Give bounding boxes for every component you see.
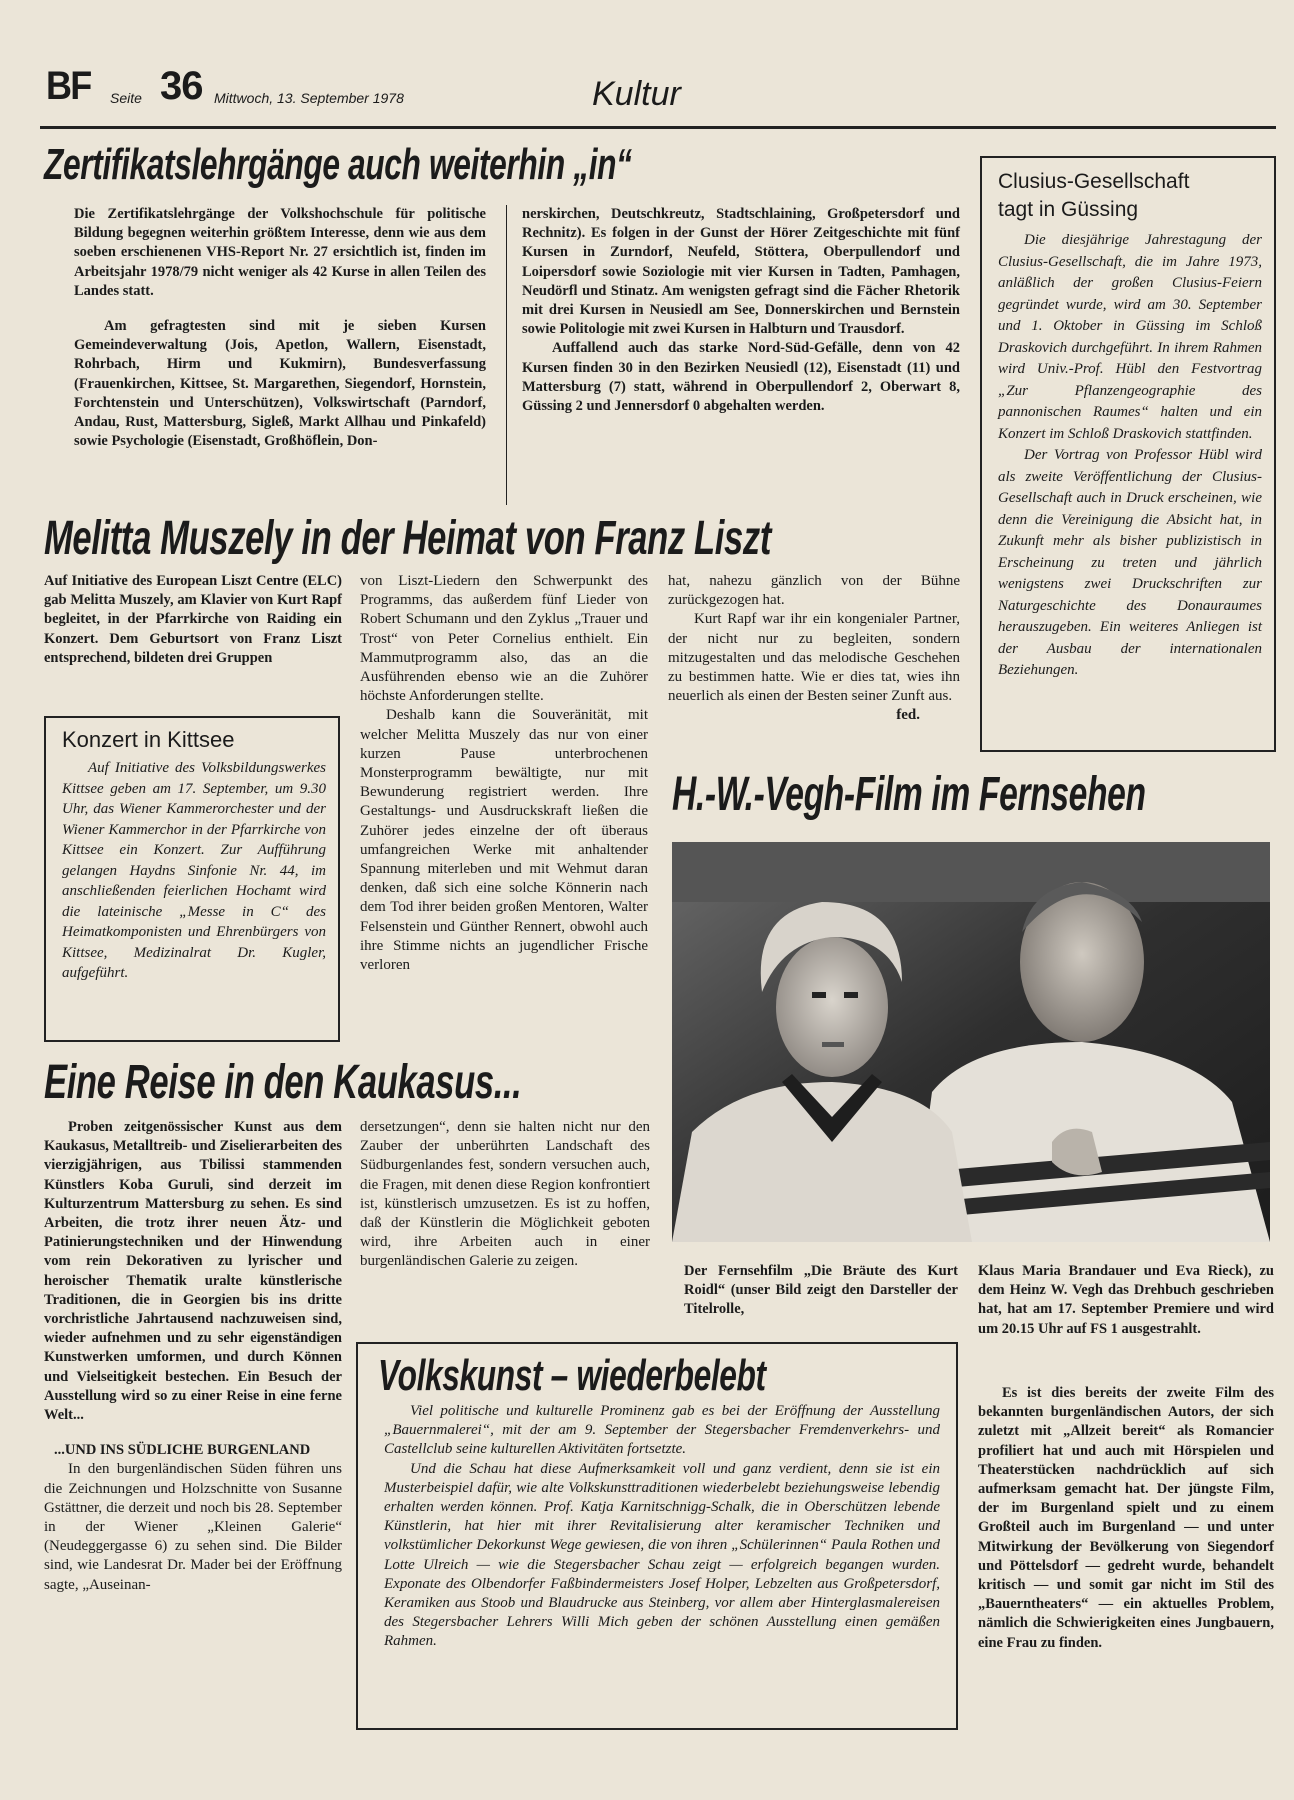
kittsee-body: Auf Initiative des Volksbildungswerkes Kittsee geben am 17. September, um 9.30 Uhr, das Wiener Kammerorchester und der Wiener Kammerchor in der Pfarrkirche von Kittsee ein Konzert. Zur Aufführung gelangen Haydns Sinfonie Nr. 44, im anschließenden feierlichen Hochamt wird die lateinische „Messe in C“ des Heimatkomponisten und Ehrenbürgers von Kittsee, Medizinalrat Dr. Kugler, aufgeführt. bbox=[62, 760, 326, 981]
headline-vegh: H.-W.-Vegh-Film im Fernsehen bbox=[672, 768, 1146, 821]
volkskunst-body: Und die Schau hat diese Aufmerksamkeit voll und ganz verdient, denn sie ist ein Musterbeispiel dafür, wie alte Volkskunsttraditionen wiederbelebt beziehungsweise lebendig erhalten werden können. Prof. Katja Karnitschnigg-Schalk, die in Oberschützen lebende Künstlerin, hat hier mit ihrer Revitalisierung alter keramischer Techniken und volkstümlicher Dekorkunst Wege gewiesen, die von ihren „Schülerinnen“ Paula Rothen und Lotte Ulreich — wie die Stegersbacher Schau zeigt — erfolgreich begangen wurden. Exponate des Olbendorfer Faßbindermeisters Josef Holper, Lebzelten aus Großpetersdorf, Keramiken aus Stoob und Blaudrucke aus Steinberg, vor allem aber Hinterglasmalereisen des Stegersbacher Lehrers Willi Mich geben der schönen Ausstellung einen gemäßen Rahmen. bbox=[384, 1460, 940, 1650]
article2-signature: fed. bbox=[896, 707, 920, 724]
volkskunst-box bbox=[356, 1342, 958, 1730]
article2-paragraph: Kurt Rapf war ihr ein kongenialer Partner, der nicht nur zu begleiten, sondern mitzugestalten und das melodische Geschehen zu bestimmen hatte. Wie er dies tat, wies ihn neuerlich als einen der Besten seiner Zunft aus. bbox=[668, 611, 960, 705]
headline-kaukasus: Eine Reise in den Kaukasus... bbox=[44, 1056, 522, 1109]
kittsee-box bbox=[44, 716, 340, 1042]
kittsee-title: Konzert in Kittsee bbox=[62, 727, 235, 752]
kaukasus-paragraph: Proben zeitgenössischer Kunst aus dem Kaukasus, Metalltreib- und Ziselierarbeiten des vierzigjährigen, aus Tbilissi stammenden Künstlers Koba Guruli, sind derzeit im Kulturzentrum Mattersburg zu sehen. Es sind Arbeiten, die trotz ihrer neuen Ätz- und Patinierungstechniken und der Hinwendung vom rein Dekorativen zu lyrischer und heroischer Thematik uralte künstlerische Traditionen, die in Georgien bis ins dritte vorchristliche Jahrtausend nachzuweisen sind, wieder aufnehmen und zu sehr eigenständigen Kunstwerken umformen, und durch Können und Vielseitigkeit bestechen. Ein Besuch der Ausstellung wird so zu einer Reise in eine ferne Welt... bbox=[44, 1119, 342, 1424]
photo-caption-left: Der Fernsehfilm „Die Bräute des Kurt Roidl“ (unser Bild zeigt den Darsteller der Titelrolle, bbox=[684, 1263, 958, 1318]
clusius-paragraph: Der Vortrag von Professor Hübl wird als zweite Veröffentlichung der Clusius-Gesellschaft auch in Druck erscheinen, wie denn die Vereinigung die Absicht hat, in Zukunft mehr als bisher publizistisch in Erscheinung zu treten und jährlich wenigstens zwei Druckschriften zur Naturgeschichte des Donauraumes herauszugeben. Ein weiteres Anliegen ist der Ausbau der internationalen Beziehungen. bbox=[998, 447, 1262, 678]
issue-date: Mittwoch, 13. September 1978 bbox=[214, 90, 404, 106]
article1-col1 bbox=[74, 205, 486, 451]
article2-col3 bbox=[668, 572, 960, 726]
article2-col1: Auf Initiative des European Liszt Centre (ELC) gab Melitta Muszely, am Klavier von Kurt Rapf begleitet, in der Pfarrkirche von Raiding ein Konzert. Dem Geburtsort von Franz Liszt entsprechend, bildeten drei Gruppen bbox=[44, 573, 342, 666]
film-still-photo bbox=[672, 842, 1270, 1242]
volkskunst-intro: Viel politische und kulturelle Prominenz gab es bei der Eröffnung der Ausstellung „Bauernmalerei“, mit der am 9. September der Stegersbacher Fremdenverkehrs- und Castellclub seine kulturellen Aktivitäten fortsetzte. bbox=[384, 1403, 940, 1458]
article1-paragraph: nerskirchen, Deutschkreutz, Stadtschlaining, Großpetersdorf und Rechnitz). Es folgen in der Gunst der Hörer Zeitgeschichte mit fünf Kursen in Zurndorf, Neufeld, Stöttera, Oberpullendorf und Loipersdorf sowie Soziologie mit vier Kursen in Tadten, Pamhagen, Neudörfl und Stinatz. Am wenigsten gefragt sind die Fächer Rhetorik mit drei Kursen in Neusiedl am See, Donnerskirchen und Bernstein sowie Politologie mit zwei Kursen in Halbturn und Trausdorf. bbox=[522, 206, 960, 338]
kaukasus-col2: dersetzungen“, denn sie halten nicht nur den Zauber der unberührten Landschaft des Südburgenlandes fest, sondern versuchen auch, die Fragen, mit denen diese Region konfrontiert ist, künstlerisch umzusetzen. Es ist zu hoffen, daß der Künstlerin die Möglichkeit geboten wird, ihre Arbeiten auch in einer burgenländischen Galerie zu zeigen. bbox=[360, 1119, 650, 1270]
article2-paragraph: von Liszt-Liedern den Schwerpunkt des Programms, das außerdem fünf Lieder von Robert Schumann und den Zyklus „Trauer und Trost“ von Peter Cornelius enthielt. Ein Mammutprogramm also, das an die Ausführenden ebenso wie an die Zuhörer höchste Anforderungen stellte. bbox=[360, 573, 648, 705]
article1-paragraph: Am gefragtesten sind mit je sieben Kursen Gemeindeverwaltung (Jois, Apetlon, Wallern, Eisenstadt, Rohrbach, Hirm und Kukmirn), Bundesverfassung (Frauenkirchen, Kittsee, St. Margarethen, Siegendorf, Hornstein, Forchtenstein und Unterschützen), Volkswirtschaft (Parndorf, Andau, Rust, Mattersburg, Sigleß, Markt Allhau und Pinkafeld) sowie Psychologie (Eisenstadt, Großhöflein, Don- bbox=[74, 318, 486, 450]
vegh-body: Es ist dies bereits der zweite Film des bekannten burgenländischen Autors, der sich zuletzt mit „Allzeit bereit“ als Romancier profiliert hat und auch mit Hörspielen und Theaterstücken nachdrücklich auf sich aufmerksam gemacht hat. Der jüngste Film, der im Burgenland spielt und zu einem Großteil auch im Burgenland — und unter Mitwirkung der Bevölkerung von Siegendorf und Pöttelsdorf — gedreht wurde, behandelt kritisch — und somit gar nicht im Stil des „Bauerntheaters“ — ein aktuelles Problem, nämlich die Schwierigkeiten eines Jungbauern, eine Frau zu finden. bbox=[978, 1385, 1274, 1651]
kaukasus-col1 bbox=[44, 1118, 342, 1595]
article1-col2 bbox=[522, 205, 960, 416]
logo: BF bbox=[46, 64, 91, 108]
clusius-box bbox=[980, 156, 1276, 752]
headline-muszely: Melitta Muszely in der Heimat von Franz Liszt bbox=[44, 512, 771, 565]
clusius-title: Clusius-Gesellschaft bbox=[998, 170, 1190, 193]
photo-caption-right: Klaus Maria Brandauer und Eva Rieck), zu dem Heinz W. Vegh das Drehbuch geschrieben hat, hat am 17. September Premiere und wird um 20.15 Uhr auf FS 1 ausgestrahlt. bbox=[978, 1263, 1274, 1337]
film-still-image bbox=[672, 842, 1270, 1242]
clusius-paragraph: Die diesjährige Jahrestagung der Clusius-Gesellschaft, die im Jahre 1973, anläßlich der großen Clusius-Feiern gegründet wurde, wird am 30. September und 1. Oktober in Güssing im Schloß Draskovich durchgeführt. In ihrem Rahmen wird Univ.-Prof. Hübl den Festvortrag „Zur Pflanzengeographie des pannonischen Raumes“ halten und ein Konzert im Schloß Draskovich stattfinden. bbox=[998, 232, 1262, 442]
page-number: 36 bbox=[160, 64, 203, 108]
article2-paragraph: Deshalb kann die Souveränität, mit welcher Melitta Muszely das nur von einer kurzen Pause unterbrochenen Monsterprogramm bewältigte, nur mit Bewunderung registriert werden. Ihre Gestaltungs- und Ausdruckskraft ließen die Zuhörer jedes einzelne der oft überaus umfangreichen Werke mit anhaltender Spannung miterleben und mit Wehmut daran denken, daß sich eine solche Könnerin nach dem Tod ihrer beiden großen Mentoren, Walter Felsenstein und Günther Rennert, obwohl auch ihre Stimme nichts an jugendlicher Frische verloren bbox=[360, 707, 648, 974]
headline-volkskunst: Volkskunst – wiederbelebt bbox=[378, 1351, 766, 1400]
seite-label: Seite bbox=[110, 90, 142, 106]
article1-intro: Die Zertifikatslehrgänge der Volkshochschule für politische Bildung begegnen weiterhin größtem Interesse, denn wie aus dem soeben erschienenen VHS-Report Nr. 27 ersichtlich ist, finden im Arbeitsjahr 1978/79 nicht weniger als 42 Kurse in allen Teilen des Landes statt. bbox=[74, 206, 486, 299]
article2-col2 bbox=[360, 572, 648, 975]
section-title: Kultur bbox=[592, 75, 681, 113]
article2-paragraph: hat, nahezu gänzlich von der Bühne zurückgezogen hat. bbox=[668, 573, 960, 609]
column-divider bbox=[506, 205, 507, 505]
clusius-subtitle: tagt in Güssing bbox=[998, 198, 1139, 221]
article1-paragraph: Auffallend auch das starke Nord-Süd-Gefälle, denn von 42 Kursen finden 30 in den Bezirken Neusiedl (12), Eisenstadt (11) und Mattersburg (7) statt, während in Oberpullendorf 2, Oberwart 8, Güssing 2 und Jennersdorf 0 abgehalten werden. bbox=[522, 340, 960, 415]
kaukasus-subhead: ...UND INS SÜDLICHE BURGENLAND bbox=[54, 1442, 311, 1459]
headline-zertifikat: Zertifikatslehrgänge auch weiterhin „in“ bbox=[44, 140, 632, 189]
masthead-rule bbox=[40, 126, 1276, 129]
kaukasus-paragraph: In den burgenländischen Süden führen uns die Zeichnungen und Holzschnitte von Susanne Gstättner, die derzeit und noch bis 28. September in der Wiener „Kleinen Galerie“ (Neudeggergasse 6) zu sehen sind. Die Bilder sind, wie Landesrat Dr. Mader bei der Eröffnung sagte, „Auseinan- bbox=[44, 1461, 342, 1593]
